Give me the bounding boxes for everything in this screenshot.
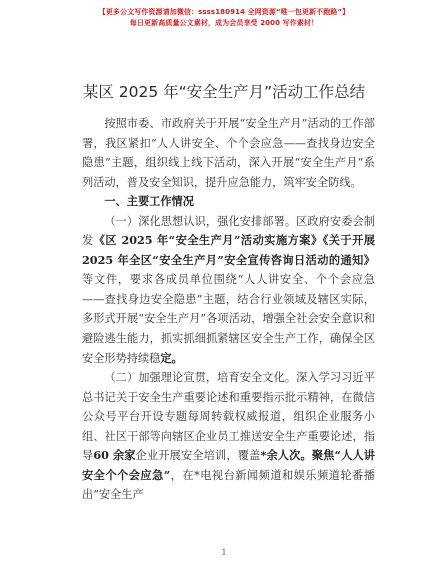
paragraph-deployment-bold-end: 定。	[160, 350, 183, 365]
paragraph-theory-text-1: （二）加强理论宣贯，培育安全文化。深入学习习近平总书记关于安全生产重要论述和重要指示批示精神，在微信公众号平台开设专题每周转载权威报道，组织企业服务小组、社区干部等向辖区企业员工推送安全生产重要论述，指导	[82, 371, 375, 463]
paragraph-deployment	[82, 212, 375, 368]
paragraph-theory-text-2: 企业开展安全培训，覆盖	[135, 449, 261, 463]
page-number: 1	[221, 548, 227, 557]
paragraph-deployment-text-1: （一）深化思想认识，强化安排部署。区政府安委会制发	[82, 214, 375, 248]
paragraph-deployment-text-2: 等文件，要求各成员单位围绕“人人讲安全、个个会应急——查找身边安全隐患”主题，结合行业领域及辖区实际，多形式开展“安全生产月”各项活动，增强全社会安全意识和避险逃生能力，抓实抓细抓紧辖区安全生产工作，确保全区安全形势持续稳	[82, 273, 375, 365]
paragraph-theory-bold-count: 60 余家	[93, 448, 136, 463]
section-heading-main-work: 一、主要工作情况	[104, 195, 194, 209]
promo-banner-line-2: 每日更新高质量公文素材，成为会员享受 2000 写作素材！	[129, 19, 319, 27]
paragraph-deployment-bold-docs: 《区 2025 年“安全生产月”活动实施方案》《关于开展 2025 年全区“安全生产月”安全宣传咨询日活动的通知》	[82, 233, 375, 267]
document-title: 某区 2025 年“安全生产月”活动工作总结	[82, 83, 366, 101]
paragraph-theory-study	[82, 368, 375, 505]
document-body	[82, 114, 375, 505]
paragraph-theory-bold-focus: *余人次。聚焦“人人讲安全个个会应急”	[82, 448, 375, 482]
intro-paragraph: 按照市委、市政府关于开展“安全生产月”活动的工作部署，我区紧扣“人人讲安全、个个会应急——查找身边安全隐患”主题，组织线上线下活动，深入开展“安全生产月”系列活动，普及安全知识，提升应急能力，筑牢安全防线。	[82, 117, 375, 189]
promo-banner-line-1: 【更多公文写作资源请加微信：ssss180914 全网资源“唯一包更新不跑路”】	[98, 8, 350, 16]
promo-banner	[0, 7, 448, 29]
paragraph-theory-text-3: ，在*电视台新闻频道和娱乐频道轮番播出“安全生产	[82, 468, 375, 502]
